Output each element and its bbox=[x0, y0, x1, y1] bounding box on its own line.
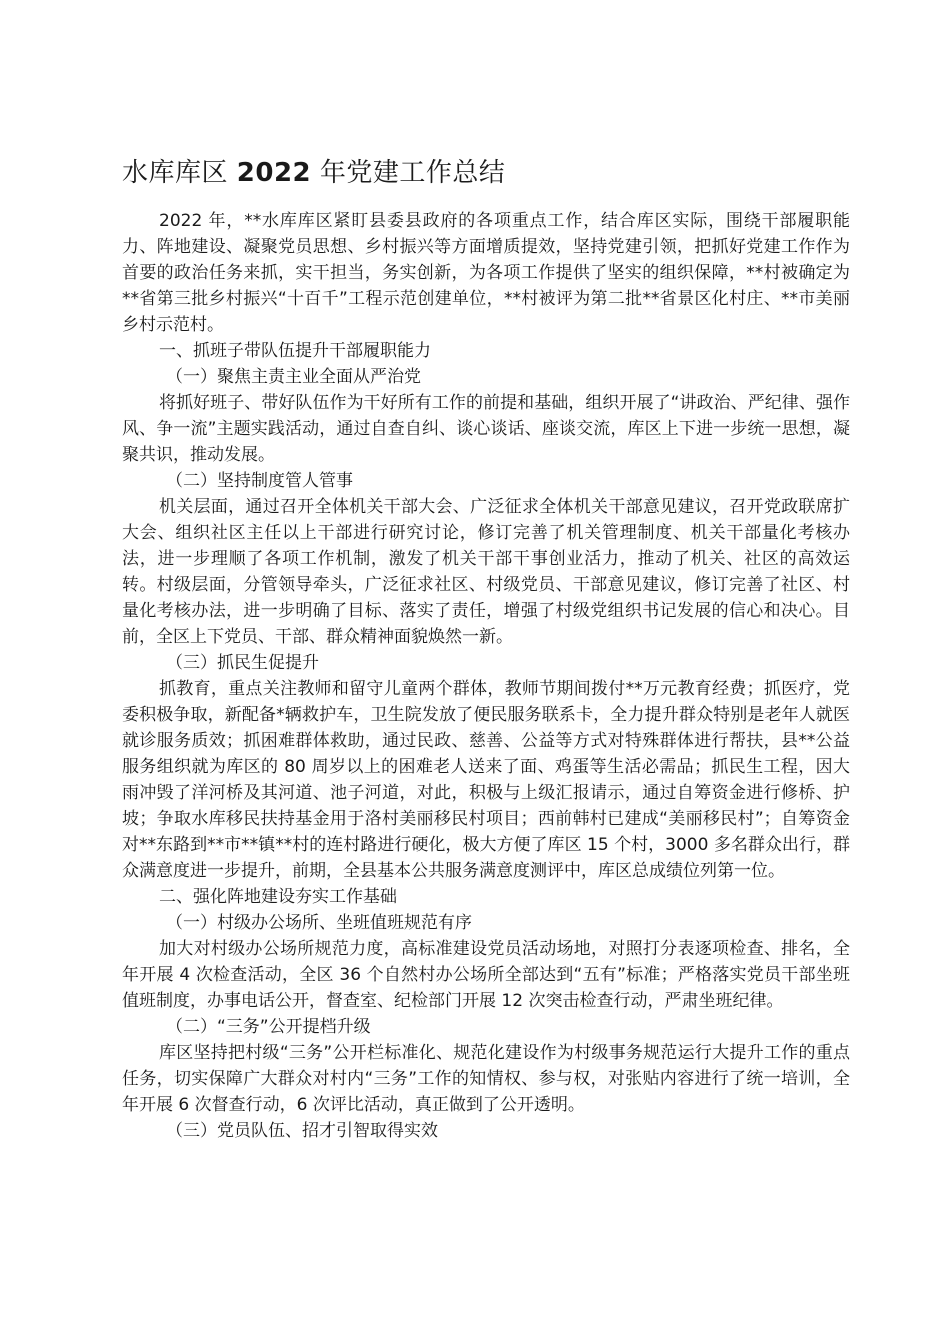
section-2-sub-3-heading: （三）党员队伍、招才引智取得实效 bbox=[166, 1121, 438, 1141]
section-2-sub-2-body: 库区坚持把村级“三务”公开栏标准化、规范化建设作为村级事务规范运行大提升工作的重点任务，切实保障广大群众对村内“三务”工作的知情权、参与权，对张贴内容进行了统一培训，全年开展 6 次督查行动，6 次评比活动，真正做到了公开透明。 bbox=[122, 1043, 850, 1115]
title-year: 2022 bbox=[236, 158, 312, 188]
section-2-sub-2-heading: （二）“三务”公开提档升级 bbox=[166, 1017, 371, 1037]
document-page bbox=[122, 150, 850, 1144]
title-suffix: 年党建工作总结 bbox=[311, 158, 506, 188]
section-1-heading: 一、抓班子带队伍提升干部履职能力 bbox=[159, 341, 431, 361]
section-1-sub-1-body: 将抓好班子、带好队伍作为干好所有工作的前提和基础，组织开展了“讲政治、严纪律、强作风、争一流”主题实践活动，通过自查自纠、谈心谈话、座谈交流，库区上下进一步统一思想，凝聚共识，推动发展。 bbox=[122, 393, 850, 465]
intro-paragraph: 2022 年，**水库库区紧盯县委县政府的各项重点工作，结合库区实际，围绕干部履职能力、阵地建设、凝聚党员思想、乡村振兴等方面增质提效，坚持党建引领，把抓好党建工作作为首要的政治任务来抓，实干担当，务实创新，为各项工作提供了坚实的组织保障，**村被确定为**省第三批乡村振兴“十百千”工程示范创建单位，**村被评为第二批**省景区化村庄、**市美丽乡村示范村。 bbox=[122, 211, 850, 335]
section-2-heading: 二、强化阵地建设夯实工作基础 bbox=[159, 887, 397, 907]
title-prefix: 水库库区 bbox=[122, 158, 237, 188]
section-1-sub-2-heading: （二）坚持制度管人管事 bbox=[166, 471, 353, 491]
section-1-sub-1-heading: （一）聚焦主责主业全面从严治党 bbox=[166, 367, 421, 387]
section-2-sub-1-body: 加大对村级办公场所规范力度，高标准建设党员活动场地，对照打分表逐项检查、排名，全年开展 4 次检查活动，全区 36 个自然村办公场所全部达到“五有”标准；严格落实党员干部坐班值班制度，办事电话公开，督查室、纪检部门开展 12 次突击检查行动，严肃坐班纪律。 bbox=[122, 939, 850, 1011]
section-1-sub-3-heading: （三）抓民生促提升 bbox=[166, 653, 319, 673]
section-1-sub-3-body: 抓教育，重点关注教师和留守儿童两个群体，教师节期间拨付**万元教育经费；抓医疗，党委积极争取，新配备*辆救护车，卫生院发放了便民服务联系卡，全力提升群众特别是老年人就医就诊服务质效；抓困难群体救助，通过民政、慈善、公益等方式对特殊群体进行帮扶，县**公益服务组织就为库区的 80 周岁以上的困难老人送来了面、鸡蛋等生活必需品；抓民生工程，因大雨冲毁了洋河桥及其河道、池子河道，对此，积极与上级汇报请示，通过自筹资金进行修桥、护坡；争取水库移民扶持基金用于洛村美丽移民村项目；西前韩村已建成“美丽移民村”；自筹资金对**东路到**市**镇**村的连村路进行硬化，极大方便了库区 15 个村，3000 多名群众出行，群众满意度进一步提升，前期，全县基本公共服务满意度测评中，库区总成绩位列第一位。 bbox=[122, 679, 850, 881]
section-2-sub-1-heading: （一）村级办公场所、坐班值班规范有序 bbox=[166, 913, 472, 933]
section-1-sub-2-body: 机关层面，通过召开全体机关干部大会、广泛征求全体机关干部意见建议，召开党政联席扩大会、组织社区主任以上干部进行研究讨论，修订完善了机关管理制度、机关干部量化考核办法，进一步理顺了各项工作机制，激发了机关干部干事创业活力，推动了机关、社区的高效运转。村级层面，分管领导牵头，广泛征求社区、村级党员、干部意见建议，修订完善了社区、村量化考核办法，进一步明确了目标、落实了责任，增强了村级党组织书记发展的信心和决心。目前，全区上下党员、干部、群众精神面貌焕然一新。 bbox=[122, 497, 850, 647]
document-title bbox=[122, 150, 850, 196]
